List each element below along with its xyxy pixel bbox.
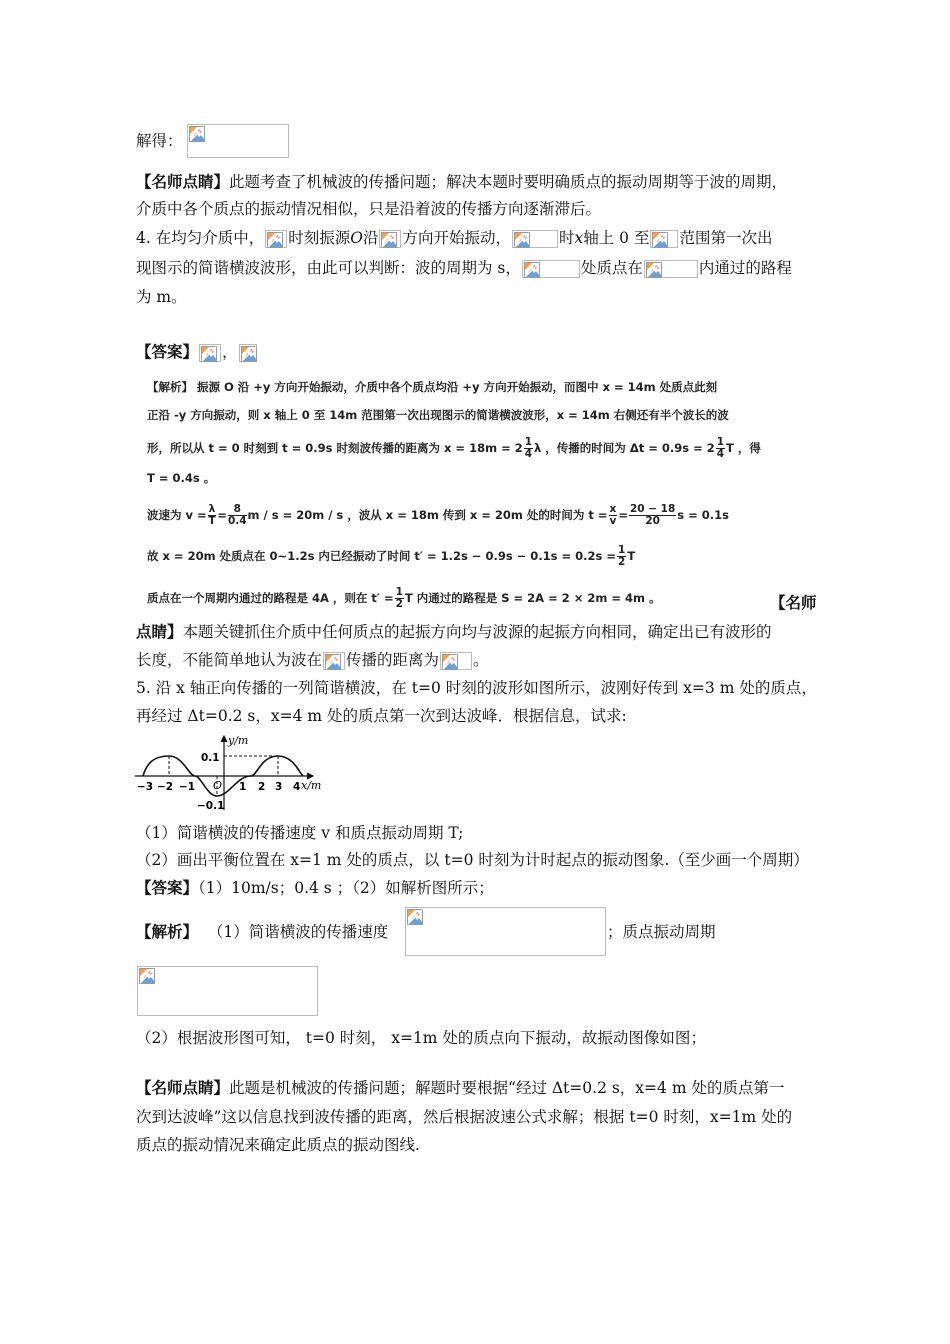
formula-image [440, 652, 472, 670]
q4-jx-line5: 波速为 v = $\frac{\lambda}{T}$ = $\frac{8}{0.4}$ m / s = 20m / s ，波从 x = 18m 传到 x = 20m 处的时间为 t = $\frac{x}{v}$ = $\frac{20 - 18}{20}$ s = 0.1s [147, 503, 730, 527]
broken-image-icon [524, 262, 540, 278]
formula-image [379, 230, 401, 248]
q5-line1: 5. 沿 x 轴正向传播的一列简谐横波，在 t=0 时刻的波形如图所示，波刚好传到 x=3 m 处的质点， [136, 679, 817, 697]
formula-image [512, 230, 558, 248]
broken-image-icon [201, 346, 217, 362]
origin-label: O [213, 779, 223, 792]
x-tick-label: −2 [157, 781, 174, 793]
y-tick-pos: 0.1 [201, 752, 220, 764]
q5-line2: 再经过 Δt=0.2 s，x=4 m 处的质点第一次到达波峰．根据信息，试求: [136, 707, 627, 725]
q4-jx-line6: 故 x = 20m 处质点在 0~1.2s 内已经振动了时间 t′ = 1.2s − 0.9s − 0.1s = 0.2s = $\frac{1}{2}$ T [147, 544, 636, 568]
formula-image [323, 652, 345, 670]
broken-image-icon [407, 909, 423, 925]
formula-image [199, 344, 221, 362]
x-tick-label: −3 [137, 781, 154, 793]
broken-image-icon [139, 968, 155, 984]
formula-image [265, 230, 287, 248]
formula-image [405, 907, 606, 956]
q4-line2: 现图示的简谐横波波形，由此可以判断：波的周期为 s， 处质点在 内通过的路程 [136, 259, 792, 277]
q4-jx-line4: T = 0.4s 。 [147, 471, 216, 485]
broken-image-icon [381, 232, 397, 248]
q5-jx-line2: （2）根据波形图可知， t=0 时刻， x=1m 处的质点向下振动，故振动图像如图； [136, 1029, 706, 1047]
broken-image-icon [514, 232, 530, 248]
q4-jx-line3: 形，所以从 t = 0 时刻到 t = 0.9s 时刻波传播的距离为 x = 18m = 2 $\frac{1}{4}$ λ ，传播的时间为 Δt = 0.9s = 2 $\frac{1}{4}$ T ，得 [147, 436, 761, 460]
q4-jx-line7: 质点在一个周期内通过的路程是 4A ，则在 t′ = $\frac{1}{2}$ T 内通过的路程是 S = 2A = 2 × 2m = 4m 。 [147, 586, 661, 610]
broken-image-icon [189, 126, 205, 142]
y-axis-label: y/m [228, 734, 249, 747]
broken-image-icon [241, 346, 257, 362]
q5-tip-line2: 次到达波峰”这以信息找到波传播的距离，然后根据波速公式求解；根据 t=0 时刻，x=1m 处的 [136, 1108, 793, 1126]
x-tick-label: 3 [275, 781, 283, 793]
formula-image [239, 344, 257, 362]
q5-answer: 【答案】（1）10m/s；0.4 s ；（2）如解析图所示； [136, 878, 494, 897]
q4-line3: 为 m。 [136, 288, 187, 306]
q5-q2: （2）画出平衡位置在 x=1 m 处的质点，以 t=0 时刻为计时起点的振动图象.（至少画一个周期） [136, 851, 809, 869]
x-tick-label: 1 [239, 781, 247, 793]
broken-image-icon [442, 654, 458, 670]
jiede-label: 解得： [136, 132, 183, 150]
q5-jx-line1b: ；质点振动周期 [607, 923, 716, 941]
q4-jx-line2: 正沿 -y 方向振动，则 x 轴上 0 至 14m 范围第一次出现图示的简谐横波波形，x = 14m 右侧还有半个波长的波 [147, 408, 729, 422]
q3-tip-line1: 【名师点睛】此题考查了机械波的传播问题；解决本题时要明确质点的振动周期等于波的周期， [136, 172, 788, 191]
q5-q1: （1）简谐横波的传播速度 v 和质点振动周期 T; [136, 824, 464, 842]
q3-tip-line2: 介质中各个质点的振动情况相似，只是沿着波的传播方向逐渐滞后。 [136, 200, 602, 218]
broken-image-icon [652, 232, 668, 248]
x-axis-label: x/m [301, 779, 322, 792]
x-tick-label: 4 [293, 781, 301, 793]
q5-jx-line1: 【解析】 （1）简谐横波的传播速度 [136, 922, 389, 941]
q4-line1: 4. 在均匀介质中， 时刻振源O沿 方向开始振动， 时x轴上 0 至 范围第一次出 [136, 229, 773, 247]
formula-image [644, 260, 698, 278]
broken-image-icon [646, 262, 662, 278]
y-tick-neg: −0.1 [197, 800, 225, 812]
q5-tip-line1: 【名师点睛】此题是机械波的传播问题；解题时要根据“经过 Δt=0.2 s，x=4 m 处的质点第一 [136, 1078, 785, 1097]
q5-tip-line3: 质点的振动情况来确定此质点的振动图线. [136, 1136, 420, 1154]
broken-image-icon [325, 654, 341, 670]
q4-jx-line1: 【解析】 振源 O 沿 +y 方向开始振动，介质中各个质点均沿 +y 方向开始振动，而图中 x = 14m 处质点此刻 [147, 380, 718, 394]
tip-tag: 【名师点睛】 [136, 172, 230, 191]
x-tick-label: −1 [179, 781, 196, 793]
q4-tip-tag: 【名师 [770, 593, 817, 612]
q4-tip-line1: 点睛】本题关键抓住介质中任何质点的起振方向均与波源的起振方向相同，确定出已有波形的 [136, 622, 772, 641]
q4-tip-line2: 长度，不能简单地认为波在 传播的距离为 。 [136, 651, 489, 669]
formula-image [187, 124, 289, 158]
broken-image-icon [267, 232, 283, 248]
wave-figure [133, 732, 333, 814]
formula-image [137, 966, 318, 1016]
formula-image [522, 260, 580, 278]
x-tick-label: 2 [258, 781, 266, 793]
formula-image [650, 230, 678, 248]
q4-answer: 【答案】 ， [136, 342, 258, 362]
jiede-line [136, 131, 183, 151]
